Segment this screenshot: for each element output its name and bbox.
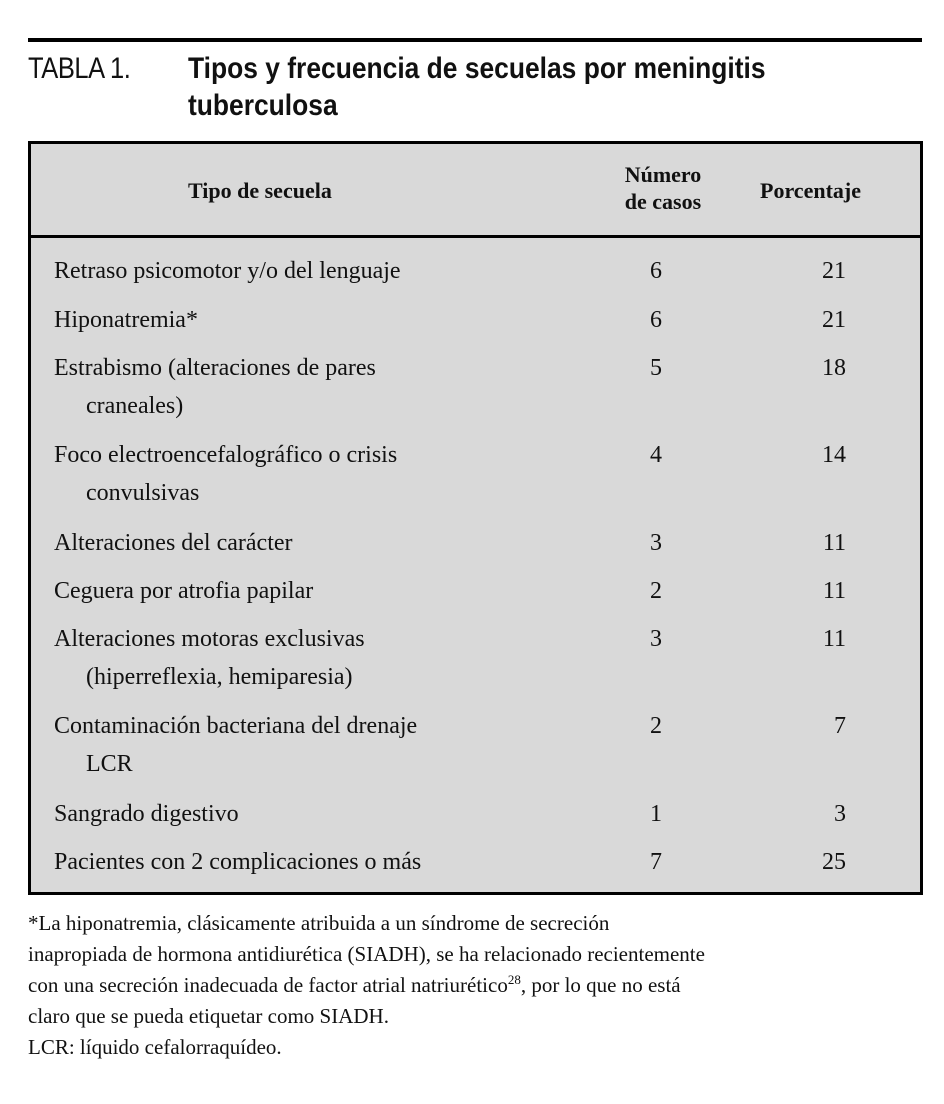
cell-percent: 11 [822,578,846,604]
cell-type [54,572,574,610]
cell-cases: 6 [650,307,662,333]
reference-superscript: 28 [507,972,521,987]
cell-type [54,252,574,290]
cell-percent: 11 [822,530,846,556]
cell-type [54,707,574,783]
cell-cases: 5 [650,355,662,381]
cell-type-line: Alteraciones del carácter [54,530,293,556]
footnote-line: claro que se pueda etiquetar como SIADH. [28,1004,389,1028]
cell-type-continuation: (hiperreflexia, hemiparesia) [86,664,353,690]
footnote-line: inapropiada de hormona antidiurética (SIADH), se ha relacionado recientemente [28,942,705,966]
cell-cases: 1 [650,801,662,827]
cell-type-line: Sangrado digestivo [54,801,239,827]
header-type: Tipo de secuela [188,178,332,203]
cell-type-line: Hiponatremia* [54,307,198,333]
cell-type [54,843,574,881]
footnote-text: con una secreción inadecuada de factor atrial natriurético [28,973,508,997]
cell-cases: 3 [650,530,662,556]
cell-type-line: Alteraciones motoras exclusivas [54,626,365,652]
footnote-line: *La hiponatremia, clásicamente atribuida a un síndrome de secreción [28,911,610,935]
cell-percent: 21 [822,258,846,284]
cell-type-line: Ceguera por atrofia papilar [54,578,314,604]
cell-percent: 21 [822,307,846,333]
cell-type [54,349,574,425]
cell-percent: 14 [822,442,846,468]
footnote-line [28,970,928,1001]
cell-cases: 6 [650,258,662,284]
cell-cases: 2 [650,578,662,604]
cell-percent: 7 [834,713,846,739]
cell-percent: 11 [822,626,846,652]
footnotes [28,908,928,1063]
table-header [31,144,920,238]
cell-type [54,620,574,696]
cell-type [54,436,574,512]
table-label: TABLA 1. [28,52,131,85]
header-cases [603,161,723,215]
cell-cases: 2 [650,713,662,739]
cell-cases: 7 [650,849,662,875]
data-table [28,141,923,895]
header-percent: Porcentaje [760,178,861,203]
cell-percent: 18 [822,355,846,381]
cell-cases: 4 [650,442,662,468]
cell-type [54,301,574,339]
cell-type [54,795,574,833]
cell-type-line: Estrabismo (alteraciones de pares [54,355,376,381]
top-rule [28,38,922,42]
cell-type-continuation: convulsivas [86,480,200,506]
cell-cases: 3 [650,626,662,652]
footnote-abbreviation: LCR: líquido cefalorraquídeo. [28,1035,282,1059]
cell-type-line: Contaminación bacteriana del drenaje [54,713,418,739]
header-cases-line2: de casos [624,189,702,214]
cell-type-line: Retraso psicomotor y/o del lenguaje [54,258,401,284]
cell-percent: 25 [822,849,846,875]
cell-percent: 3 [834,801,846,827]
header-cases-line1: Número [624,162,702,187]
cell-type-line: Pacientes con 2 complicaciones o más [54,849,422,875]
title-line-1: Tipos y frecuencia de secuelas por meningitis [188,52,766,85]
footnote-text: , por lo que no está [520,973,681,997]
cell-type-line: Foco electroencefalográfico o crisis [54,442,398,468]
title-line-2: tuberculosa [188,89,338,122]
cell-type-continuation: LCR [86,751,133,777]
table-title-text [188,50,839,124]
cell-type [54,524,574,562]
cell-type-continuation: craneales) [86,393,184,419]
